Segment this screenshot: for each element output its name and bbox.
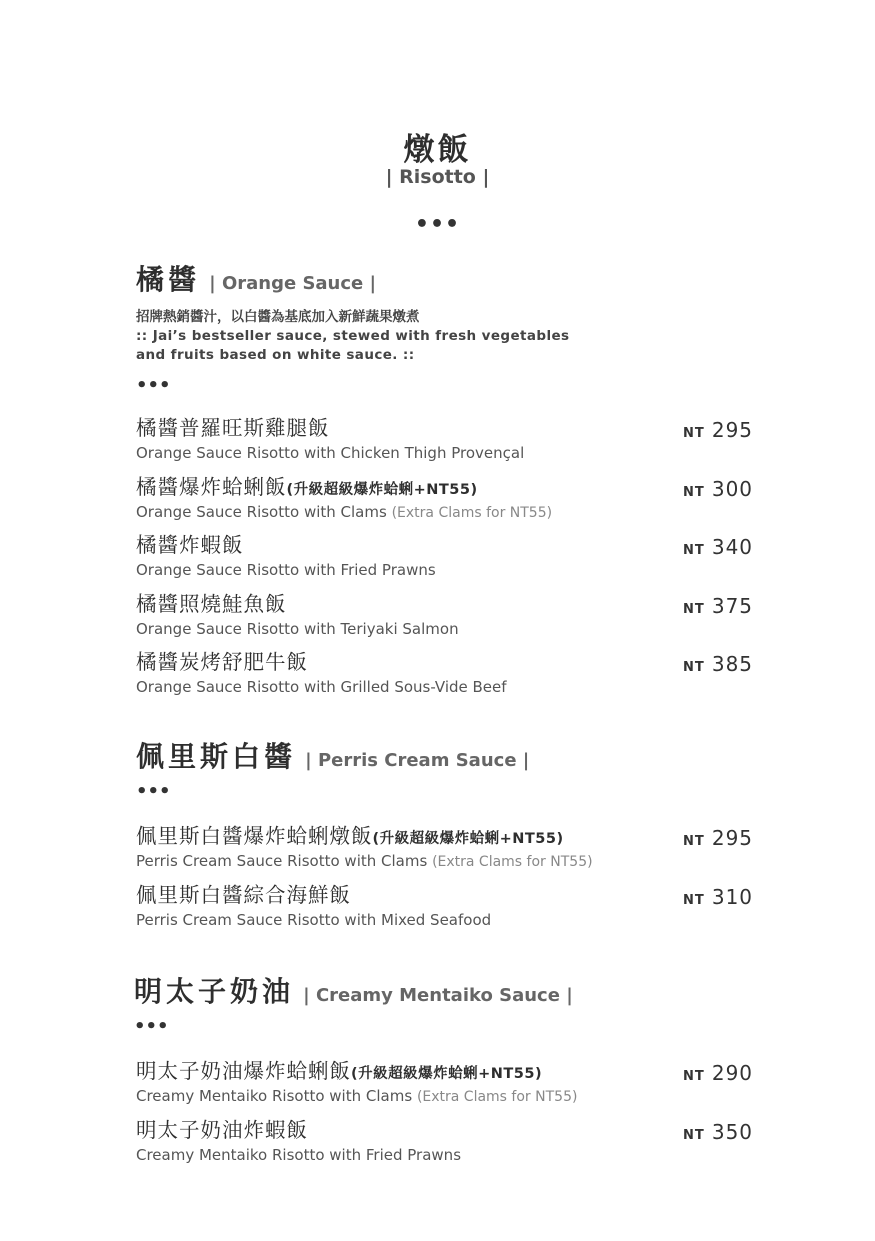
item-note-en: (Extra Clams for NT55) — [416, 1089, 578, 1105]
price-value: 300 — [711, 476, 754, 501]
item-list — [136, 415, 756, 708]
item-price — [683, 1061, 753, 1085]
price-value: 375 — [711, 593, 754, 618]
price-value: 295 — [711, 418, 754, 442]
page-subtitle: | Risotto | — [385, 166, 490, 188]
dots-divider: ••• — [414, 212, 461, 237]
price-currency: NT — [683, 484, 705, 500]
item-name-zh — [136, 591, 756, 620]
item-name-en — [136, 911, 756, 930]
item-name-zh-text: 橘醬炸蝦飯 — [136, 533, 244, 557]
menu-item — [136, 1058, 754, 1117]
price-currency: NT — [683, 1127, 705, 1143]
item-name-zh-text: 橘醬普羅旺斯雞腿飯 — [136, 416, 330, 440]
item-name-zh — [136, 532, 756, 561]
item-price — [683, 535, 753, 559]
item-name-en — [136, 1146, 754, 1165]
price-currency: NT — [683, 892, 705, 908]
price-value: 295 — [711, 826, 754, 850]
item-name-en-text: Orange Sauce Risotto with Clams — [136, 502, 387, 521]
item-name-zh — [136, 415, 756, 444]
section-title-en: | Orange Sauce | — [209, 273, 377, 294]
item-price — [683, 594, 753, 618]
item-name-zh-text: 佩里斯白醬綜合海鮮飯 — [136, 882, 351, 907]
item-price — [683, 1120, 753, 1144]
item-name-en — [136, 678, 756, 697]
item-name-en-text: Creamy Mentaiko Risotto with Clams — [136, 1087, 413, 1105]
dots-divider: ••• — [136, 781, 171, 802]
price-currency: NT — [683, 1069, 705, 1084]
description-en-line-2: and fruits based on white sauce. :: — [136, 347, 415, 363]
section-title-zh: 佩里斯白醬 — [136, 740, 297, 773]
item-name-en — [136, 561, 756, 580]
section-perris-cream-sauce — [136, 735, 756, 940]
item-name-zh — [136, 823, 756, 852]
menu-item — [136, 649, 756, 708]
menu-item — [136, 532, 756, 591]
item-list — [136, 1058, 754, 1175]
section-header — [134, 970, 754, 1010]
price-value: 385 — [711, 652, 754, 676]
item-price — [683, 477, 753, 501]
dots-divider: ••• — [136, 375, 171, 396]
section-description — [136, 308, 756, 365]
item-note-zh: (升級超級爆炸蛤蜊+NT55) — [372, 831, 564, 847]
item-note-zh: (升級超級爆炸蛤蜊+NT55) — [351, 1066, 543, 1082]
menu-item — [136, 474, 756, 533]
item-name-zh — [136, 649, 756, 678]
section-title-en: | Perris Cream Sauce | — [305, 750, 530, 771]
price-value: 290 — [711, 1061, 754, 1085]
item-name-zh-text: 橘醬炭烤舒肥牛飯 — [136, 650, 308, 674]
item-name-zh-text: 明太子奶油炸蝦飯 — [136, 1117, 308, 1142]
item-name-en-text: Orange Sauce Risotto with Grilled Sous-Vide Beef — [136, 678, 507, 696]
item-name-en-text: Creamy Mentaiko Risotto with Fried Prawns — [136, 1145, 462, 1164]
item-name-en — [136, 620, 756, 639]
item-price — [683, 418, 753, 442]
item-note-zh: (升級超級爆炸蛤蜊+NT55) — [286, 481, 478, 498]
description-zh: 招牌熱銷醬汁，以白醬為基底加入新鮮蔬果燉煮 — [136, 309, 420, 325]
item-name-en — [136, 503, 756, 522]
price-value: 350 — [711, 1119, 754, 1144]
item-note-en: (Extra Clams for NT55) — [391, 504, 553, 521]
price-currency: NT — [683, 543, 705, 558]
price-value: 310 — [711, 884, 754, 909]
item-list — [136, 823, 756, 940]
item-name-zh — [136, 882, 756, 911]
item-note-en: (Extra Clams for NT55) — [432, 854, 593, 870]
section-header — [136, 258, 756, 298]
item-name-en-text: Orange Sauce Risotto with Teriyaki Salmon — [136, 619, 459, 638]
item-name-en-text: Perris Cream Sauce Risotto with Clams — [136, 852, 428, 870]
menu-item — [136, 882, 756, 941]
item-name-zh — [136, 1058, 754, 1087]
dots-divider: ••• — [134, 1016, 169, 1037]
item-price — [683, 652, 753, 676]
item-price — [683, 885, 753, 909]
item-name-zh-text: 明太子奶油爆炸蛤蜊飯 — [136, 1059, 351, 1083]
section-title-en: | Creamy Mentaiko Sauce | — [303, 985, 573, 1006]
section-title-zh: 橘醬 — [136, 263, 201, 296]
item-name-zh-text: 佩里斯白醬爆炸蛤蜊燉飯 — [136, 824, 373, 848]
item-name-zh — [136, 474, 756, 503]
menu-item — [136, 591, 756, 650]
item-name-en-text: Perris Cream Sauce Risotto with Mixed Seafood — [136, 910, 492, 929]
price-currency: NT — [683, 601, 705, 617]
item-name-en — [136, 444, 756, 463]
item-name-zh — [136, 1117, 754, 1146]
item-name-en — [136, 1087, 754, 1106]
price-currency: NT — [683, 426, 705, 441]
item-name-en — [136, 852, 756, 871]
section-creamy-mentaiko-sauce — [134, 970, 754, 1175]
price-value: 340 — [711, 535, 754, 559]
item-price — [683, 826, 753, 850]
section-title-zh: 明太子奶油 — [134, 975, 295, 1008]
item-name-en-text: Orange Sauce Risotto with Chicken Thigh Provençal — [136, 444, 525, 462]
section-orange-sauce — [136, 258, 756, 708]
item-name-en-text: Orange Sauce Risotto with Fried Prawns — [136, 561, 436, 579]
menu-item — [136, 1117, 754, 1176]
description-en-line-1: :: Jai’s bestseller sauce, stewed with fresh vegetables — [136, 328, 570, 344]
item-name-zh-text: 橘醬爆炸蛤蜊飯 — [136, 474, 287, 499]
menu-item — [136, 415, 756, 474]
price-currency: NT — [683, 660, 705, 675]
page-title: 燉飯 — [403, 132, 472, 168]
menu-item — [136, 823, 756, 882]
item-name-zh-text: 橘醬照燒鮭魚飯 — [136, 591, 287, 616]
section-header — [136, 735, 756, 775]
price-currency: NT — [683, 834, 705, 849]
